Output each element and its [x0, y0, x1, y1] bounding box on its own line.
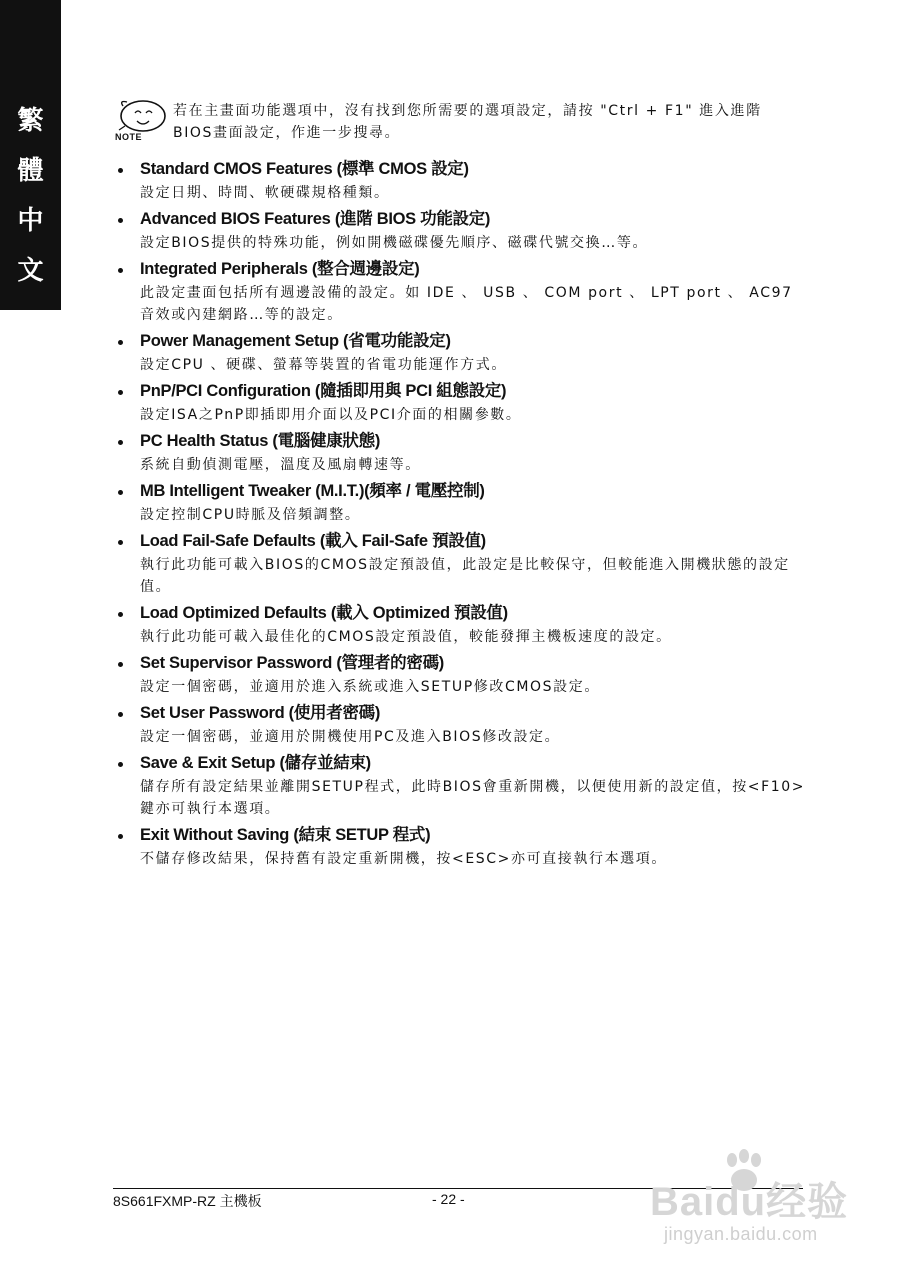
item-title: Set User Password (使用者密碼): [140, 704, 381, 722]
list-item: [116, 428, 806, 476]
item-title: Exit Without Saving (結束 SETUP 程式): [140, 826, 431, 844]
note-label: NOTE: [115, 132, 143, 142]
item-description: 設定ISA之PnP即插即用介面以及PCI介面的相關參數。: [140, 407, 522, 423]
bullet-icon: [118, 540, 123, 545]
item-title: Set Supervisor Password (管理者的密碼): [140, 654, 444, 672]
list-item: [116, 256, 806, 326]
side-tab-char: 繁: [17, 106, 44, 136]
item-title: Load Fail-Safe Defaults (載入 Fail-Safe 預設值): [140, 532, 486, 550]
item-description: 設定控制CPU時脈及倍頻調整。: [140, 507, 361, 523]
list-item: [116, 206, 806, 254]
bullet-icon: [118, 762, 123, 767]
list-item: [116, 600, 806, 648]
list-item: [116, 650, 806, 698]
item-title: Load Optimized Defaults (載入 Optimized 預設值): [140, 604, 508, 622]
item-title: Power Management Setup (省電功能設定): [140, 332, 451, 350]
bios-menu-list: [116, 156, 806, 872]
bullet-icon: [118, 440, 123, 445]
note-box: [113, 98, 803, 146]
item-description: 設定一個密碼，並適用於開機使用PC及進入BIOS修改設定。: [140, 729, 561, 745]
side-tab-char: 文: [17, 256, 44, 286]
item-description: 設定一個密碼，並適用於進入系統或進入SETUP修改CMOS設定。: [140, 679, 600, 695]
item-title: Save & Exit Setup (儲存並結束): [140, 754, 371, 772]
side-tab-char: 體: [17, 156, 44, 186]
item-description: 不儲存修改結果，保持舊有設定重新開機，按<ESC>亦可直接執行本選項。: [140, 851, 667, 867]
baidu-watermark: [640, 1148, 890, 1258]
list-item: [116, 822, 806, 870]
list-item: [116, 328, 806, 376]
item-title: Advanced BIOS Features (進階 BIOS 功能設定): [140, 210, 491, 228]
list-item: [116, 156, 806, 204]
item-description: 執行此功能可載入BIOS的CMOS設定預設值，此設定是比較保守，但較能進入開機狀態的設定值。: [140, 557, 790, 595]
list-item: [116, 378, 806, 426]
bullet-icon: [118, 268, 123, 273]
side-tab-char: 中: [17, 206, 44, 236]
item-title: PnP/PCI Configuration (隨插即用與 PCI 組態設定): [140, 382, 507, 400]
bullet-icon: [118, 218, 123, 223]
bullet-icon: [118, 612, 123, 617]
page-number: - 22 -: [432, 1191, 465, 1207]
item-title: MB Intelligent Tweaker (M.I.T.)(頻率 / 電壓控制): [140, 482, 485, 500]
item-description: 設定CPU 、硬碟、螢幕等裝置的省電功能運作方式。: [140, 357, 507, 373]
language-side-tab: [0, 0, 61, 310]
note-text: 若在主畫面功能選項中，沒有找到您所需要的選項設定，請按 "Ctrl + F1" 進入進階BIOS畫面設定，作進一步搜尋。: [173, 103, 762, 141]
list-item: [116, 750, 806, 820]
list-item: [116, 528, 806, 598]
watermark-logo: Baidu经验: [650, 1180, 849, 1224]
item-description: 設定日期、時間、軟硬碟規格種類。: [140, 185, 390, 201]
bullet-icon: [118, 390, 123, 395]
item-description: 系統自動偵測電壓，溫度及風扇轉速等。: [140, 457, 421, 473]
list-item: [116, 478, 806, 526]
bullet-icon: [118, 168, 123, 173]
list-item: [116, 700, 806, 748]
item-description: 此設定畫面包括所有週邊設備的設定。如 IDE 、 USB 、 COM port 、 LPT port 、 AC97 音效或內建網路…等的設定。: [140, 285, 793, 323]
footer-product-name: 8S661FXMP-RZ 主機板: [113, 1193, 262, 1209]
item-description: 設定BIOS提供的特殊功能，例如開機磁碟優先順序、磁碟代號交換…等。: [140, 235, 649, 251]
item-description: 儲存所有設定結果並離開SETUP程式，此時BIOS會重新開機，以便使用新的設定值，按<F10>鍵亦可執行本選項。: [140, 779, 806, 817]
bullet-icon: [118, 490, 123, 495]
bullet-icon: [118, 712, 123, 717]
item-title: Standard CMOS Features (標準 CMOS 設定): [140, 160, 469, 178]
item-description: 執行此功能可載入最佳化的CMOS設定預設值，較能發揮主機板速度的設定。: [140, 629, 672, 645]
item-title: Integrated Peripherals (整合週邊設定): [140, 260, 420, 278]
item-title: PC Health Status (電腦健康狀態): [140, 432, 381, 450]
watermark-url: jingyan.baidu.com: [664, 1224, 818, 1244]
bullet-icon: [118, 340, 123, 345]
bullet-icon: [118, 834, 123, 839]
bullet-icon: [118, 662, 123, 667]
